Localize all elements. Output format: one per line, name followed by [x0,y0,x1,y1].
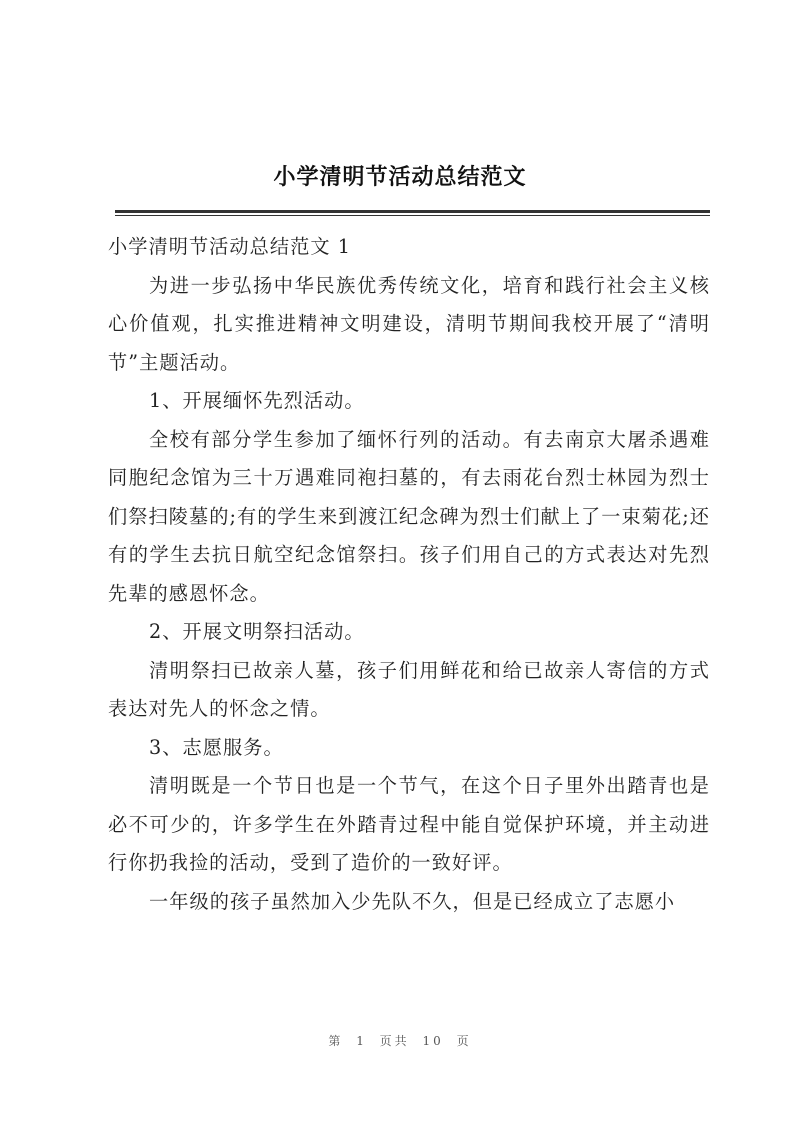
page-footer: 第 1 页共 10 页 [328,1034,472,1048]
section-heading: 小学清明节活动总结范文 1 [108,235,352,258]
paragraph: 清明祭扫已故亲人墓，孩子们用鲜花和给已故亲人寄信的方式表达对先人的怀念之情。 [108,658,710,720]
title-divider-thin [115,215,710,216]
paragraph: 3、志愿服务。 [149,735,284,759]
paragraph: 1、开展缅怀先烈活动。 [149,389,365,412]
paragraph: 全校有部分学生参加了缅怀行列的活动。有去南京大屠杀遇难同胞纪念馆为三十万遇难同袍扫墓的，有去雨花台烈士林园为烈士们祭扫陵墓的;有的学生来到渡江纪念碑为烈士们献上了一束菊花;还有的学生去抗日航空纪念馆祭扫。孩子们用自己的方式表达对先烈先辈的感恩怀念。 [108,427,710,605]
page-title: 小学清明节活动总结范文 [273,164,527,190]
paragraph: 一年级的孩子虽然加入少先队不久，但是已经成立了志愿小 [149,889,676,913]
document-body [108,228,710,921]
paragraph: 为进一步弘扬中华民族优秀传统文化，培育和践行社会主义核心价值观，扎实推进精神文明建设，清明节期间我校开展了“清明节”主题活动。 [108,273,710,374]
title-divider [115,210,710,213]
paragraph: 清明既是一个节日也是一个节气，在这个日子里外出踏青也是必不可少的，许多学生在外踏青过程中能自觉保护环境，并主动进行你扔我捡的活动，受到了造价的一致好评。 [108,774,710,874]
paragraph: 2、开展文明祭扫活动。 [149,620,365,643]
